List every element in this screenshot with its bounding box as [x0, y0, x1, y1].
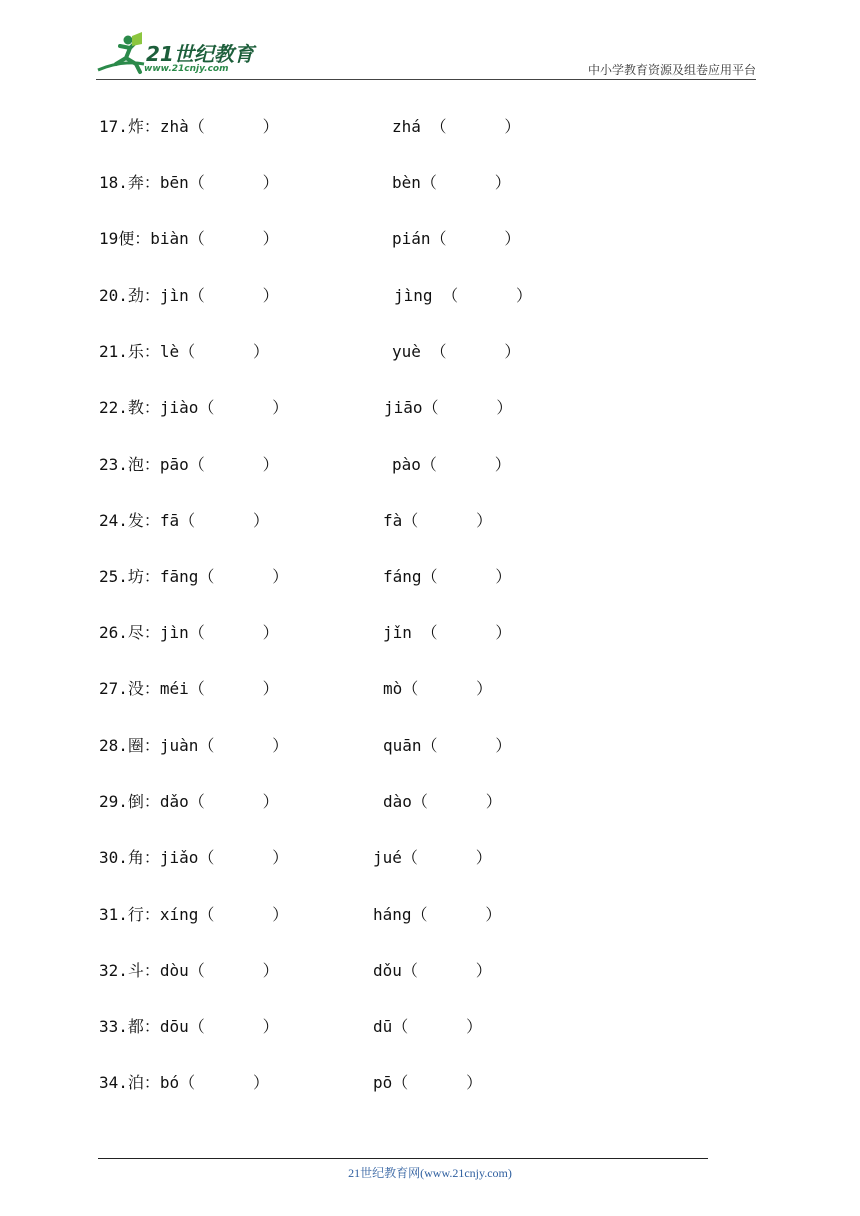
row-right: pō（ ） [373, 1073, 483, 1092]
header-divider [96, 79, 756, 80]
row-left: 33.都：dōu（ ） [99, 1017, 279, 1036]
row-left: 27.没：méi（ ） [99, 679, 279, 698]
row-right: bèn（ ） [392, 173, 511, 192]
row-right: pián（ ） [392, 229, 521, 248]
row-left: 21.乐：lè（ ） [99, 342, 269, 361]
row-left: 31.行：xíng（ ） [99, 905, 289, 924]
row-left: 30.角：jiǎo（ ） [99, 848, 289, 867]
footer-divider [98, 1158, 708, 1159]
page-header [0, 0, 860, 90]
row-right: jǐn （ ） [383, 623, 512, 642]
row-left: 22.教：jiào（ ） [99, 398, 289, 417]
row-right: dū（ ） [373, 1017, 483, 1036]
row-right: jué（ ） [373, 848, 492, 867]
row-left: 17.炸：zhà（ ） [99, 117, 279, 136]
row-right: yuè （ ） [392, 342, 521, 361]
row-right: dǒu（ ） [373, 961, 492, 980]
row-right: fáng（ ） [383, 567, 512, 586]
row-right: quān（ ） [383, 736, 512, 755]
header-platform-text: 中小学教育资源及组卷应用平台 [587, 63, 756, 77]
row-left: 28.圈：juàn（ ） [99, 736, 289, 755]
row-left: 19便：biàn（ ） [99, 229, 279, 248]
row-left: 18.奔：bēn（ ） [99, 173, 279, 192]
row-left: 20.劲：jìn（ ） [99, 286, 279, 305]
row-right: mò（ ） [383, 679, 493, 698]
row-left: 34.泊：bó（ ） [99, 1073, 269, 1092]
row-left: 25.坊：fāng（ ） [99, 567, 289, 586]
logo-url: www.21cnjy.com [144, 64, 229, 74]
row-right: zhá （ ） [392, 117, 521, 136]
row-left: 29.倒：dǎo（ ） [99, 792, 279, 811]
row-left: 26.尽：jìn（ ） [99, 623, 279, 642]
row-left: 23.泡：pāo（ ） [99, 455, 279, 474]
row-right: pào（ ） [392, 455, 511, 474]
row-left: 32.斗：dòu（ ） [99, 961, 279, 980]
row-right: dào（ ） [383, 792, 502, 811]
logo-text: 21世纪教育 [146, 42, 254, 66]
row-right: jìng （ ） [394, 286, 532, 305]
row-left: 24.发：fā（ ） [99, 511, 269, 530]
row-right: jiāo（ ） [384, 398, 513, 417]
row-right: fà（ ） [383, 511, 493, 530]
row-right: háng（ ） [373, 905, 502, 924]
footer-text[interactable]: 21世纪教育网(www.21cnjy.com) [348, 1166, 512, 1180]
